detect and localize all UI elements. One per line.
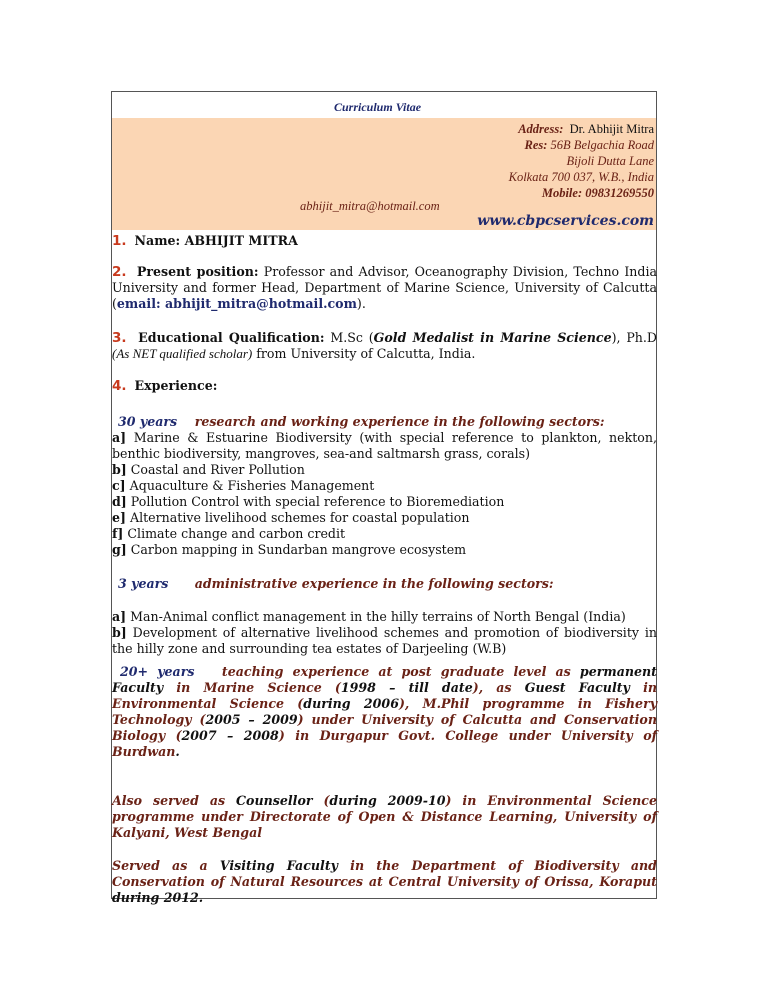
visiting-text-end: . [198, 890, 204, 905]
education-university: from University of Calcutta, India. [256, 346, 476, 361]
address-line [518, 122, 654, 137]
list-item-text: Coastal and River Pollution [130, 462, 305, 477]
section-number: 4. [112, 378, 127, 394]
section-number: 1. [112, 233, 127, 249]
header-email[interactable]: abhijit_mitra@hotmail.com [300, 199, 440, 213]
list-item-text: Alternative livelihood schemes for coastal population [130, 510, 470, 525]
visiting-paragraph [112, 858, 657, 906]
counsellor-paragraph [112, 793, 657, 841]
permanent-faculty: permanent Faculty [112, 664, 658, 695]
visiting-text: in the Department of Biodiversity and Conservation of Natural Resources at Central University of Orissa, Koraput [112, 858, 657, 889]
teaching-text: teaching experience at post graduate level as [221, 664, 571, 679]
education-phd: ), Ph.D [611, 330, 658, 345]
list-item [112, 625, 657, 657]
present-position-text: Professor and Advisor, Oceanography Division, Techno India University and former Head, Department of Marine Science, University of Calcutta ( [112, 264, 657, 311]
address-line4: Kolkata 700 037, W.B., India [508, 170, 654, 184]
teaching-text: ) in Durgapur Govt. College under University of Burdwan [112, 728, 658, 759]
list-item-key: d] [112, 494, 127, 509]
list-item-key: c] [112, 478, 126, 493]
mobile-number: Mobile: 09831269550 [541, 186, 654, 200]
res-line [525, 138, 655, 153]
list-item-text: Man-Animal conflict management in the hilly terrains of North Bengal (India) [130, 609, 626, 624]
res-value: 56B Belgachia Road [550, 138, 654, 152]
website-link[interactable]: www.cbpcservices.com [477, 213, 654, 229]
counsellor-role: Counsellor [236, 793, 313, 808]
list-item-key: b] [112, 625, 127, 640]
list-item-text: Development of alternative livelihood schemes and promotion of biodiversity in the hilly zone and surrounding tea estates of Darjeeling (W.B) [112, 625, 657, 656]
research-list [112, 430, 657, 558]
res-label: Res: [524, 138, 548, 152]
list-item-key: f] [112, 526, 124, 541]
list-item-key: a] [112, 609, 127, 624]
address-label: Address: [518, 122, 564, 136]
teaching-date: during 2006 [303, 696, 399, 711]
list-item-text: Pollution Control with special reference to Bioremediation [130, 494, 505, 509]
counsellor-text: ( [323, 793, 330, 808]
section-number: 2. [112, 264, 127, 280]
list-item [112, 542, 657, 558]
teaching-date: 2005 – 2009 [205, 712, 298, 727]
admin-list [112, 609, 657, 657]
address-line3: Bijoli Dutta Lane [566, 154, 654, 168]
list-item [112, 478, 657, 494]
visiting-role: Visiting Faculty [219, 858, 338, 873]
teaching-years: 20+ years [120, 664, 195, 679]
list-item-text: Climate change and carbon credit [127, 526, 346, 541]
list-item [112, 526, 657, 542]
experience-label: Experience: [134, 378, 218, 393]
teaching-text: ) under University of Calcutta and Conservation Biology ( [112, 712, 657, 743]
section-present-position [112, 264, 657, 312]
visiting-date: during 2012 [112, 890, 199, 905]
section-experience [112, 378, 217, 394]
research-years: 30 years [118, 414, 178, 429]
education-label: Educational Qualification: [138, 330, 325, 345]
research-heading [118, 414, 605, 429]
cv-title: Curriculum Vitae [334, 100, 422, 114]
list-item [112, 462, 657, 478]
research-heading-text: research and working experience in the following sectors: [194, 414, 605, 429]
present-position-email[interactable]: email: abhijit_mitra@hotmail.com [116, 296, 357, 311]
counsellor-text: Also served as [112, 793, 226, 808]
present-position-label: Present position: [136, 264, 259, 279]
teaching-date: 1998 – till date [340, 680, 473, 695]
teaching-text: in Marine Science ( [176, 680, 341, 695]
teaching-text: M.Phil programme in Fishery Technology ( [112, 696, 658, 727]
cv-page-frame [111, 91, 658, 905]
admin-heading [118, 576, 554, 591]
guest-faculty: Guest Faculty [524, 680, 630, 695]
list-item-key: e] [112, 510, 126, 525]
list-item [112, 494, 657, 510]
list-item-text: Marine & Estuarine Biodiversity (with special reference to plankton, nekton, benthic biodiversity, mangroves, sea-and saltmarsh grass, corals) [112, 430, 657, 461]
counsellor-text: ) in Environmental Science programme under Directorate of Open & Distance Learning, University of Kalyani, West Bengal [112, 793, 657, 840]
teaching-text: ), [398, 696, 410, 711]
list-item-text: Carbon mapping in Sundarban mangrove ecosystem [130, 542, 467, 557]
teaching-date: 2007 – 2008 [181, 728, 279, 743]
present-position-end: ). [356, 296, 366, 311]
list-item-key: a] [112, 430, 127, 445]
section-education [112, 330, 657, 362]
teaching-text: in Environmental Science ( [112, 680, 658, 711]
counsellor-date: during 2009-10 [329, 793, 446, 808]
admin-years: 3 years [118, 576, 169, 591]
education-degree: M.Sc ( [330, 330, 374, 345]
teaching-text-end: . [175, 744, 180, 759]
gold-medal-text: Gold Medalist in Marine Science [373, 330, 612, 345]
address-value: Dr. Abhijit Mitra [569, 122, 654, 136]
net-qualified-text: (As NET qualified scholar) [112, 346, 253, 361]
section-name [112, 233, 298, 249]
name-heading: Name: ABHIJIT MITRA [134, 233, 298, 248]
list-item-key: g] [112, 542, 127, 557]
list-item-key: b] [112, 462, 127, 477]
list-item [112, 510, 657, 526]
visiting-text: Served as a [112, 858, 208, 873]
teaching-text: ), as [472, 680, 512, 695]
section-number: 3. [112, 330, 127, 346]
admin-heading-text: administrative experience in the following sectors: [194, 576, 554, 591]
list-item [112, 609, 657, 625]
list-item [112, 430, 657, 462]
teaching-paragraph [112, 664, 657, 760]
list-item-text: Aquaculture & Fisheries Management [129, 478, 375, 493]
